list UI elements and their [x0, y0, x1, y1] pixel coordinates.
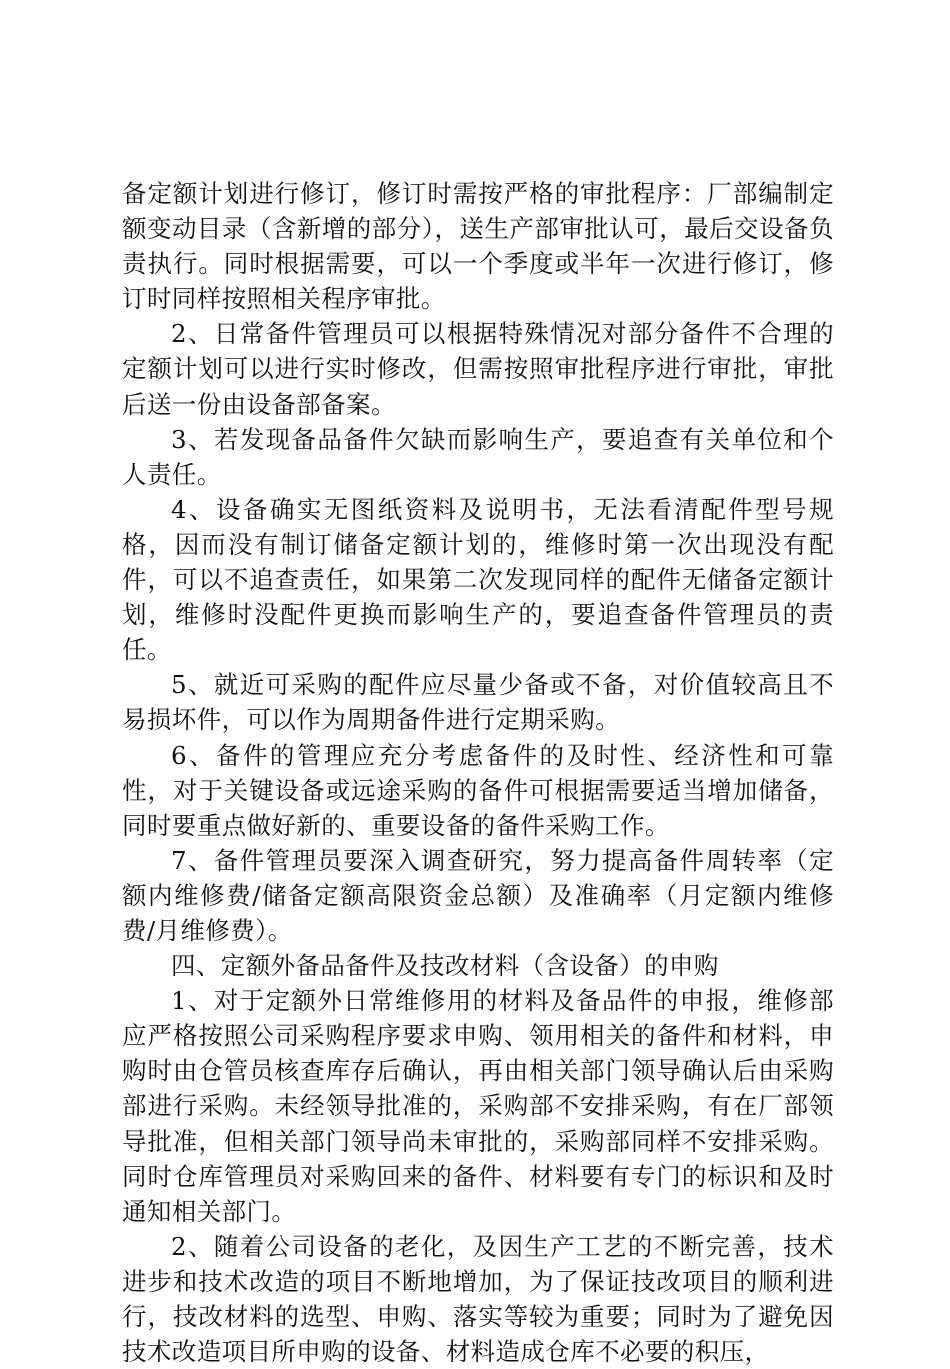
paragraph-item-2: 2、日常备件管理员可以根据特殊情况对部分备件不合理的定额计划可以进行实时修改，但需按照审批程序进行审批，审批后送一份由设备部备案。	[122, 319, 834, 419]
paragraph-item-6: 6、备件的管理应充分考虑备件的及时性、经济性和可靠性，对于关键设备或远途采购的备件可根据需要适当增加储备，同时要重点做好新的、重要设备的备件采购工作。	[122, 740, 834, 840]
paragraph-section4-item-1: 1、对于定额外日常维修用的材料及备品件的申报，维修部应严格按照公司采购程序要求申购、领用相关的备件和材料，申购时由仓管员核查库存后确认，再由相关部门领导确认后由采购部进行采购。未经领导批准的，采购部不安排采购，有在厂部领导批准，但相关部门领导尚未审批的，采购部同样不安排采购。同时仓库管理员对采购回来的备件、材料要有专门的标识和及时通知相关部门。	[122, 986, 834, 1226]
paragraph-continuation: 备定额计划进行修订，修订时需按严格的审批程序：厂部编制定额变动目录（含新增的部分），送生产部审批认可，最后交设备负责执行。同时根据需要，可以一个季度或半年一次进行修订，修订时同样按照相关程序审批。	[122, 179, 834, 314]
paragraph-section4-item-2: 2、随着公司设备的老化，及因生产工艺的不断完善，技术进步和技术改造的项目不断地增加，为了保证技改项目的顺利进行，技改材料的选型、申购、落实等较为重要；同时为了避免因技术改造项目所申购的设备、材料造成仓库不必要的积压，	[122, 1231, 834, 1367]
paragraph-item-4: 4、设备确实无图纸资料及说明书，无法看清配件型号规格，因而没有制订储备定额计划的，维修时第一次出现没有配件，可以不追查责任，如果第二次发现同样的配件无储备定额计划，维修时没配件更换而影响生产的，要追查备件管理员的责任。	[122, 494, 834, 665]
paragraph-item-7: 7、备件管理员要深入调查研究，努力提高备件周转率（定额内维修费/储备定额高限资金总额）及准确率（月定额内维修费/月维修费）。	[122, 845, 834, 945]
document-body	[122, 176, 834, 1369]
paragraph-item-5: 5、就近可采购的配件应尽量少备或不备，对价值较高且不易损坏件，可以作为周期备件进行定期采购。	[122, 670, 834, 735]
paragraph-item-3: 3、若发现备品备件欠缺而影响生产，要追查有关单位和个人责任。	[122, 424, 834, 489]
section-heading-4: 四、定额外备品备件及技改材料（含设备）的申购	[171, 951, 719, 981]
